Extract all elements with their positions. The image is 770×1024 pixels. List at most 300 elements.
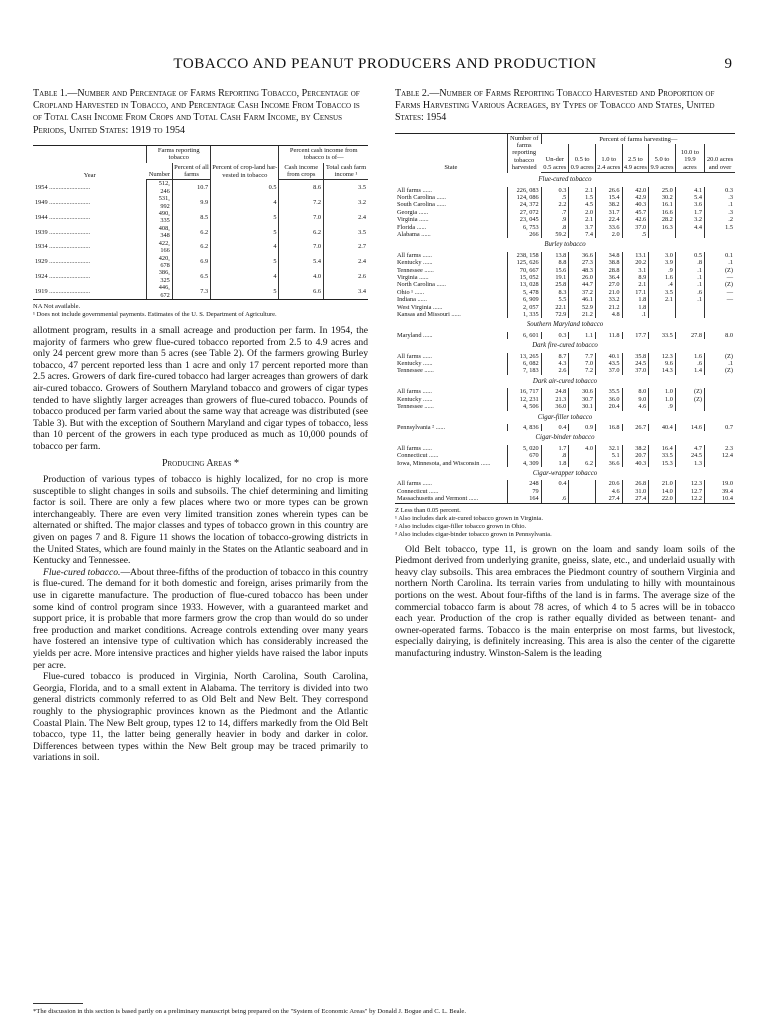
table-cell: 2.1 xyxy=(569,187,596,194)
table1-footnote-1: ¹ Does not include governmental payments. Estimates of the U. S. Department of Agriculture. xyxy=(33,310,277,318)
table-cell: 266 xyxy=(507,231,541,238)
table-cell: .2 xyxy=(705,216,735,223)
table-row xyxy=(395,332,735,339)
table-row xyxy=(395,209,735,216)
table-cell: 5 xyxy=(211,284,279,299)
table-cell: 4 xyxy=(211,240,279,255)
table-cell: 6, 601 xyxy=(507,332,541,339)
table-cell: .1 xyxy=(705,201,735,208)
table-cell: 3.6 xyxy=(675,201,704,208)
table-cell: All farms ...... xyxy=(397,352,432,360)
table1-header-number: Number xyxy=(147,163,172,180)
table-cell: .3 xyxy=(705,194,735,201)
table-cell: 7.2 xyxy=(569,367,596,374)
table-cell: Virginia ...... xyxy=(397,216,429,224)
table-cell: .6 xyxy=(541,495,569,502)
table1-header-cash-crops: Cash income from crops xyxy=(279,163,324,180)
table-cell: 48.3 xyxy=(569,267,596,274)
table-cell: 408, 348 xyxy=(147,225,172,240)
table-cell: 2.1 xyxy=(622,281,649,288)
table-row xyxy=(395,259,735,266)
table-cell: 45.7 xyxy=(622,209,649,216)
table-cell: 1924 .......................... xyxy=(35,273,91,281)
table-cell: 0.7 xyxy=(705,424,735,431)
table-cell: 4.6 xyxy=(595,488,622,495)
table-cell: 12.4 xyxy=(705,452,735,459)
table-row xyxy=(33,240,368,255)
table-cell: 2.0 xyxy=(595,231,622,238)
table-cell: .1 xyxy=(675,267,704,274)
table-cell: 4.8 xyxy=(595,311,622,318)
table-cell: 5.4 xyxy=(675,194,704,201)
table-cell: 0.3 xyxy=(705,187,735,194)
table-cell: 1949 .......................... xyxy=(35,198,91,206)
table-row xyxy=(33,225,368,240)
section-title-row xyxy=(395,339,735,352)
table-cell: 4.0 xyxy=(569,445,596,452)
table-cell: 1, 335 xyxy=(507,311,541,318)
table-cell: Tennessee ...... xyxy=(397,266,434,274)
table-cell: 0.5 xyxy=(675,252,704,259)
table-cell: 28.8 xyxy=(595,267,622,274)
table-cell: 6, 082 xyxy=(507,360,541,367)
section-title-row xyxy=(395,318,735,331)
table-cell: All farms ...... xyxy=(397,186,432,194)
table-cell: 2, 057 xyxy=(507,304,541,311)
section-title: Dark fire-cured tobacco xyxy=(532,342,598,350)
table-cell: 1.3 xyxy=(675,460,704,467)
table-cell: 0.3 xyxy=(541,187,569,194)
table-cell: 1.1 xyxy=(569,332,596,339)
table-cell: .8 xyxy=(541,224,569,231)
table1-header-total-cash: Total cash farm income ¹ xyxy=(323,163,368,180)
table-cell: 4, 309 xyxy=(507,460,541,467)
left-paragraph-4: Flue-cured tobacco is produced in Virginia, North Carolina, South Carolina, Georgia, Florida, and to a small extent in Alabama. The territory is divided into two general districts commonly referred to as Old Belt and New Belt. They correspond roughly to the physiographic provinces known as the Piedmont and the Atlantic Coastal Plain. The New Belt group, types 12 to 14, differs markedly from the Old Belt tobacco, type 11, the latter being generally heavier in body and darker in color. Differences between types within the New Belt group may be traced primarily to variations in soil. xyxy=(33,671,368,764)
table-row xyxy=(395,424,735,431)
table-cell: .7 xyxy=(541,209,569,216)
table-cell xyxy=(705,311,735,318)
table-cell: 1.6 xyxy=(649,274,676,281)
section-title-row xyxy=(395,375,735,388)
table-cell: 164 xyxy=(507,495,541,502)
table-cell: 24.5 xyxy=(675,452,704,459)
table-cell: Tennessee ...... xyxy=(397,403,434,411)
table-cell: 1.6 xyxy=(675,353,704,360)
running-title: TOBACCO AND PEANUT PRODUCERS AND PRODUCTION xyxy=(173,56,597,72)
table-cell: 124, 086 xyxy=(507,194,541,201)
table-cell: 36.6 xyxy=(595,460,622,467)
table-cell: 20.6 xyxy=(595,480,622,487)
section-title-row xyxy=(395,411,735,424)
table1-header-pct-farms: Percent of all farms xyxy=(174,163,209,179)
table2-footnotes xyxy=(395,507,735,539)
table2-header-col: 2.5 to 4.9 acres xyxy=(622,144,649,172)
table-row xyxy=(395,311,735,318)
table-cell: 36.0 xyxy=(541,403,569,410)
section-title-cell xyxy=(395,238,735,251)
table-cell xyxy=(705,460,735,467)
table-row xyxy=(395,480,735,487)
right-column xyxy=(395,88,735,660)
table-cell: 40.1 xyxy=(595,353,622,360)
table-cell: 4.4 xyxy=(675,224,704,231)
table-cell: 1.8 xyxy=(622,304,649,311)
table-cell: .6 xyxy=(675,289,704,296)
table-cell: 24.8 xyxy=(541,388,569,395)
table-cell: 5 xyxy=(211,225,279,240)
left-paragraph-1: allotment program, results in a small acreage and production per farm. In 1954, the majority of farmers who grew flue-cured tobacco reported from 2.5 to 4.9 acres and only 24 percent grew more than 5 acres (see Table 2). Of the farmers growing Burley tobacco, 47 percent reported less than 1 acre and only 17 percent reported more than 2.5 acres. Growers of dark fire-cured tobacco had larger acreages than growers of dark air-cured tobacco. Growers of Southern Maryland tobacco and growers of cigar types tended to have slightly larger acreages than growers of flue-cured tobacco. Pounds of tobacco produced per farm varied about the same way that acreage was distributed (see Table 3). But with the exception of Southern Maryland and cigar types of tobacco, less than 10 percent of the growers in each type produced as much as 10,000 pounds of tobacco per farm. xyxy=(33,324,368,452)
table1-header-cash-group: Percent cash income from tobacco is of— xyxy=(279,146,368,163)
table-cell: Massachusetts and Vermont ...... xyxy=(397,495,479,503)
table-cell: 12.3 xyxy=(649,353,676,360)
table-cell: Iowa, Minnesota, and Wisconsin ...... xyxy=(397,459,491,467)
table1-header-farms-group: Farms reporting tobacco xyxy=(147,146,211,163)
table-cell: 27.8 xyxy=(675,332,704,339)
table-cell: 8.0 xyxy=(705,332,735,339)
table-cell xyxy=(649,311,676,318)
table-cell: .8 xyxy=(541,452,569,459)
table-cell xyxy=(675,403,704,410)
table-cell: 21.3 xyxy=(541,396,569,403)
table-cell: 386, 325 xyxy=(147,269,172,284)
table-cell: Florida ...... xyxy=(397,223,427,231)
table-cell: 4, 506 xyxy=(507,403,541,410)
page-number: 9 xyxy=(724,56,732,72)
table-cell: 35.8 xyxy=(622,353,649,360)
table-cell: 8.9 xyxy=(622,274,649,281)
table-cell: Connecticut ...... xyxy=(397,452,439,460)
table-cell: (Z) xyxy=(675,396,704,403)
table-cell xyxy=(541,488,569,495)
table-cell: 6, 909 xyxy=(507,296,541,303)
table-cell xyxy=(569,488,596,495)
table-cell: 39.4 xyxy=(705,488,735,495)
table2-header-col: 5.0 to 9.9 acres xyxy=(649,144,676,172)
table-cell: 37.0 xyxy=(622,224,649,231)
section-title-cell xyxy=(395,375,735,388)
section-title: Cigar-binder tobacco xyxy=(535,434,595,442)
section-title-cell xyxy=(395,173,735,187)
table-cell: 27.0 xyxy=(595,281,622,288)
table-cell: 8.3 xyxy=(541,289,569,296)
table2-caption: Table 2.—Number of Farms Reporting Tobacco Harvested and Proportion of Farms Harvesting Various Acreages, by Types of Tobacco and States, United States: 1954 xyxy=(395,88,715,124)
table-cell: 35.5 xyxy=(595,388,622,395)
table-cell: 72.9 xyxy=(541,311,569,318)
table-cell: 5.5 xyxy=(541,296,569,303)
table-cell: 3.2 xyxy=(675,216,704,223)
table-cell: 30.2 xyxy=(649,194,676,201)
section-title-row xyxy=(395,238,735,251)
table-cell: 7.2 xyxy=(279,195,324,210)
table-cell: 7, 183 xyxy=(507,367,541,374)
table-cell: 37.0 xyxy=(622,367,649,374)
table-row xyxy=(395,304,735,311)
table-cell: 16.1 xyxy=(649,201,676,208)
table-cell: 20.4 xyxy=(595,403,622,410)
table1 xyxy=(33,145,368,300)
table-cell: 4.7 xyxy=(675,445,704,452)
table-cell: 27.3 xyxy=(569,259,596,266)
section-title-row xyxy=(395,467,735,480)
table-cell: 5, 020 xyxy=(507,445,541,452)
table-cell: 36.0 xyxy=(595,396,622,403)
table-cell: .1 xyxy=(622,311,649,318)
table-cell: 22.0 xyxy=(649,495,676,502)
table-cell: 52.9 xyxy=(569,304,596,311)
table-cell: 4 xyxy=(211,269,279,284)
table-cell: 20.7 xyxy=(622,452,649,459)
table-cell: 4, 836 xyxy=(507,424,541,431)
table-cell: 17.1 xyxy=(622,289,649,296)
table-cell: 13.8 xyxy=(541,252,569,259)
table-cell xyxy=(569,495,596,502)
table-cell: 15.6 xyxy=(541,267,569,274)
table-cell: 10.7 xyxy=(172,180,210,195)
table-cell: 7.0 xyxy=(569,360,596,367)
table-cell: 0.4 xyxy=(541,424,569,431)
table-cell: All farms ...... xyxy=(397,251,432,259)
table-cell: 34.8 xyxy=(595,252,622,259)
table-cell: 6, 753 xyxy=(507,224,541,231)
table-cell: 2.3 xyxy=(705,445,735,452)
table-cell: 16.6 xyxy=(649,209,676,216)
table-cell: 37.0 xyxy=(595,367,622,374)
table1-caption: Table 1.—Number and Percentage of Farms Reporting Tobacco, Percentage of Cropland Harvested in Tobacco, and Percentage Cash Income From Tobacco is of Total Cash Income From Crops and Total Cash Farm Income, by Census Periods, United States: 1919 to 1954 xyxy=(33,88,360,136)
section-title: Cigar-filler tobacco xyxy=(537,413,593,421)
table-cell: 40.4 xyxy=(649,424,676,431)
table-row xyxy=(395,281,735,288)
table-cell: 24.5 xyxy=(622,360,649,367)
table2-footnote: ¹ Also includes dark air-cured tobacco grown in Virginia. xyxy=(395,514,543,522)
table-cell: 1939 .......................... xyxy=(35,228,91,236)
table-cell: 420, 678 xyxy=(147,255,172,270)
left-paragraph-3 xyxy=(33,567,368,671)
table-cell: .1 xyxy=(675,296,704,303)
table-cell: 36.4 xyxy=(595,274,622,281)
table-cell: 59.2 xyxy=(541,231,569,238)
table-cell: 1.5 xyxy=(569,194,596,201)
table-cell: 5.4 xyxy=(279,255,324,270)
footnote-rule xyxy=(33,1003,83,1004)
table-row xyxy=(395,289,735,296)
table-cell: 19.0 xyxy=(705,480,735,487)
table2-footnote: ² Also includes cigar-filler tobacco grown in Ohio. xyxy=(395,522,527,530)
table-cell: 125, 626 xyxy=(507,259,541,266)
table-row xyxy=(395,495,735,502)
table-cell: 33.6 xyxy=(595,224,622,231)
table-cell: 1.7 xyxy=(541,445,569,452)
table-cell: 1919 .......................... xyxy=(35,287,91,295)
table-cell: 238, 158 xyxy=(507,252,541,259)
table2-footnote: Z Less than 0.05 percent. xyxy=(395,506,461,514)
table-cell: 6.2 xyxy=(569,460,596,467)
table-cell: 7.7 xyxy=(569,353,596,360)
table-cell: .1 xyxy=(675,281,704,288)
table-cell: .1 xyxy=(675,274,704,281)
table2-body xyxy=(395,173,735,503)
table-cell: North Carolina ...... xyxy=(397,193,446,201)
table-cell: All farms ...... xyxy=(397,388,432,396)
table-cell: .5 xyxy=(622,231,649,238)
table-cell: 6.5 xyxy=(172,269,210,284)
table-cell: 14.6 xyxy=(675,424,704,431)
table-cell: 42.6 xyxy=(622,216,649,223)
table-cell: 3.2 xyxy=(323,195,368,210)
table-cell: 2.0 xyxy=(569,209,596,216)
bottom-footnote: *The discussion in this section is based partly on a preliminary manuscript being prepared on the "System of Economic Areas" by Donald J. Bogue and C. L. Beale. xyxy=(33,1008,466,1015)
section-title: Dark air-cured tobacco xyxy=(532,377,598,385)
table-cell: 21.2 xyxy=(595,304,622,311)
table-cell: 11.8 xyxy=(595,332,622,339)
section-title: Flue-cured tobacco xyxy=(538,176,592,184)
table-cell: 16.8 xyxy=(595,424,622,431)
table-cell: 42.0 xyxy=(622,187,649,194)
table-cell: — xyxy=(705,289,735,296)
table-cell: 2.4 xyxy=(323,255,368,270)
table2-header-col: 1.0 to 2.4 acres xyxy=(595,144,622,172)
table-cell: 14.3 xyxy=(649,367,676,374)
table-cell: 31.0 xyxy=(622,488,649,495)
table-cell: 25.8 xyxy=(541,281,569,288)
table-cell: 7.0 xyxy=(279,210,324,225)
table-cell: 8.7 xyxy=(541,353,569,360)
table-cell: 3.5 xyxy=(323,180,368,195)
table-row xyxy=(33,269,368,284)
table-cell: 21.2 xyxy=(569,311,596,318)
table-cell: 1.5 xyxy=(705,224,735,231)
table-cell: 16, 717 xyxy=(507,388,541,395)
table-row xyxy=(33,284,368,299)
table-cell: 46.1 xyxy=(569,296,596,303)
table-cell: 14.0 xyxy=(649,488,676,495)
table-row xyxy=(395,396,735,403)
table-cell: West Virginia ...... xyxy=(397,303,443,311)
table-row xyxy=(395,194,735,201)
table-cell: 670 xyxy=(507,452,541,459)
table-cell: 26.8 xyxy=(622,480,649,487)
table-cell: 33.2 xyxy=(595,296,622,303)
table-cell: .9 xyxy=(649,267,676,274)
table-cell: Kentucky ...... xyxy=(397,360,433,368)
table-cell: 9.0 xyxy=(622,396,649,403)
table-cell: 16.4 xyxy=(649,445,676,452)
table-cell: 0.9 xyxy=(569,424,596,431)
table-cell: 3.0 xyxy=(649,252,676,259)
table-cell xyxy=(675,231,704,238)
table-cell: .6 xyxy=(675,360,704,367)
table2 xyxy=(395,133,735,504)
table-cell: Maryland ...... xyxy=(397,331,433,339)
table-cell: 42.9 xyxy=(622,194,649,201)
table-cell: 3.5 xyxy=(649,289,676,296)
table-cell: 38.8 xyxy=(595,259,622,266)
table2-header-number: Number of farms reporting tobacco harvested xyxy=(507,134,541,173)
table-cell: 0.5 xyxy=(211,180,279,195)
table-row xyxy=(395,353,735,360)
table-cell: 8.8 xyxy=(541,259,569,266)
table-row xyxy=(395,274,735,281)
table-cell: 2.6 xyxy=(541,367,569,374)
table-cell: 0.3 xyxy=(541,332,569,339)
table-cell: 7.4 xyxy=(569,231,596,238)
table-row xyxy=(33,210,368,225)
table-cell: 13, 265 xyxy=(507,353,541,360)
table-cell: 5 xyxy=(211,255,279,270)
table-cell: Connecticut ...... xyxy=(397,487,439,495)
table-cell: 6.2 xyxy=(172,240,210,255)
table-cell: Georgia ...... xyxy=(397,208,429,216)
table-cell: 2.4 xyxy=(323,210,368,225)
table-cell xyxy=(675,304,704,311)
table-cell: 512, 246 xyxy=(147,180,172,195)
table-cell: Virginia ...... xyxy=(397,274,429,282)
table-cell: 6.2 xyxy=(172,225,210,240)
table-cell: All farms ...... xyxy=(397,480,432,488)
table-cell: 6.6 xyxy=(279,284,324,299)
table-cell: 25.0 xyxy=(649,187,676,194)
table-cell: (Z) xyxy=(705,281,735,288)
section-title-cell xyxy=(395,431,735,444)
table-cell: 1.8 xyxy=(541,460,569,467)
table-cell: 1.8 xyxy=(622,296,649,303)
table-cell: 13, 028 xyxy=(507,281,541,288)
table-cell: 4.6 xyxy=(622,403,649,410)
table-cell: (Z) xyxy=(705,267,735,274)
table-cell: 44.7 xyxy=(569,281,596,288)
table-row xyxy=(395,267,735,274)
table-cell: 7.3 xyxy=(172,284,210,299)
table-cell: 26.7 xyxy=(622,424,649,431)
table-cell: 19.1 xyxy=(541,274,569,281)
table-cell xyxy=(649,304,676,311)
table-cell: (Z) xyxy=(705,353,735,360)
table-cell xyxy=(705,403,735,410)
table-row xyxy=(395,360,735,367)
table-cell: 16.3 xyxy=(649,224,676,231)
left-paragraph-2: Production of various types of tobacco is highly localized, for no crop is more susceptible to slight changes in soils and subsoils. The chief determining and limiting factor is soil. There are only a few places where two or more types can be grown interchangeably. There are even very limited transition zones wherein types can be alternated or shifted. The major classes and types of tobacco grown in this country are given on pages 7 and 8. Figure 11 shows the location of tobacco-growing districts in the United States, which are found mainly in the States on the Atlantic seaboard and in Kentucky and Tennessee. xyxy=(33,474,368,567)
table2-header-col: 20.0 acres and over xyxy=(705,144,735,172)
table-cell: 70, 667 xyxy=(507,267,541,274)
table-cell: 23, 045 xyxy=(507,216,541,223)
table-cell: Kansas and Missouri ...... xyxy=(397,311,461,319)
table-cell: 3.4 xyxy=(323,284,368,299)
table-cell: 37.2 xyxy=(569,289,596,296)
table-cell: 2.6 xyxy=(323,269,368,284)
table-cell: Kentucky ...... xyxy=(397,395,433,403)
table-cell: 15, 052 xyxy=(507,274,541,281)
table-cell: 3.5 xyxy=(323,225,368,240)
table-cell: Pennsylvania ² ...... xyxy=(397,423,446,431)
section-title-row xyxy=(395,431,735,444)
table-cell: 1.7 xyxy=(675,209,704,216)
table-cell: 12.3 xyxy=(675,480,704,487)
table-cell: 422, 166 xyxy=(147,240,172,255)
section-title: Burley tobacco xyxy=(544,241,586,249)
flue-cured-text: —About three-fifths of the production of tobacco in this country is flue-cured. The demand for it both domestic and foreign, arises primarily from the use in cigarette manufacture. The production of flue-cured tobacco has been under some kind of control program since 1933. However, with a guaranteed market and support price, it is probable that more farmers grow the crop than would do so under free production and market conditions. Acreage controls extending over many years have fostered an intensive type of cultivation which has considerably increased the yields per acre. More intensive practices and higher yields have raised the labor inputs per acre. xyxy=(33,566,368,671)
table-cell: 32.1 xyxy=(595,445,622,452)
table-cell: 26.6 xyxy=(595,187,622,194)
table-row xyxy=(395,187,735,194)
table2-header-col: 0.5 to 0.9 acres xyxy=(569,144,596,172)
table-cell: 4 xyxy=(211,195,279,210)
table2-header-state: State xyxy=(444,164,458,172)
table-cell: 8.0 xyxy=(622,388,649,395)
table-cell: 33.5 xyxy=(649,452,676,459)
table-row xyxy=(395,403,735,410)
table-cell: 1934 .......................... xyxy=(35,243,91,251)
table-cell: 9.6 xyxy=(649,360,676,367)
table-cell: 38.2 xyxy=(595,201,622,208)
